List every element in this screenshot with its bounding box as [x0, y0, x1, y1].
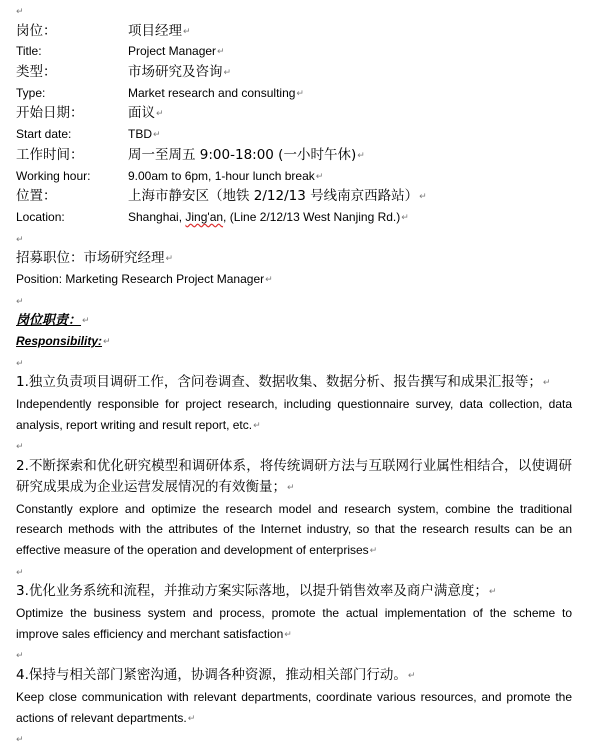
detail-value: 项目经理: [128, 22, 182, 39]
responsibility-heading-en: Responsibility:↵: [16, 334, 111, 348]
empty-paragraph: ↵: [16, 6, 24, 16]
detail-row: Start date: TBD↵: [16, 124, 572, 145]
detail-label: 位置：: [16, 188, 57, 205]
empty-paragraph: ↵: [16, 734, 24, 745]
detail-label: Start date:: [16, 127, 72, 142]
job-details: [16, 21, 572, 228]
detail-row: Title: Project Manager↵: [16, 41, 572, 62]
detail-row: 开始日期： 面议↵: [16, 103, 572, 124]
responsibility-item-en: Keep close communication with relevant departments, coordinate various resources, and promote the actions of relevant departments.↵: [16, 689, 572, 725]
detail-row: Location: Shanghai, Jing'an, (Line 2/12/13 West Nanjing Rd.)↵: [16, 207, 572, 228]
responsibility-item-cn: 1.独立负责项目调研工作，含问卷调查、数据收集、数据分析、报告撰写和成果汇报等；↵: [16, 374, 551, 391]
detail-label: 类型：: [16, 64, 57, 81]
empty-paragraph: ↵: [16, 295, 24, 306]
detail-label: Location:: [16, 209, 65, 224]
position-en: Position: Marketing Research Project Manager↵: [16, 271, 273, 286]
empty-paragraph: ↵: [16, 357, 24, 368]
empty-paragraph: ↵: [16, 566, 24, 577]
empty-paragraph: ↵: [16, 650, 24, 661]
position-cn: 招募职位：市场研究经理↵: [16, 250, 174, 267]
responsibility-heading-cn: 岗位职责：↵: [16, 312, 90, 328]
detail-label: 岗位：: [16, 22, 57, 39]
empty-paragraph: ↵: [16, 233, 24, 244]
detail-value: Project Manager: [128, 44, 217, 59]
detail-value: Shanghai, Jing'an, (Line 2/12/13 West Nanjing Rd.): [128, 209, 401, 224]
detail-label: Working hour:: [16, 168, 91, 183]
detail-value: 市场研究及咨询: [128, 64, 223, 81]
detail-row: Working hour: 9.00am to 6pm, 1-hour lunch break↵: [16, 166, 572, 187]
responsibility-item-en: Independently responsible for project research, including questionnaire survey, data collection, data analysis, report writing and result report, etc.↵: [16, 397, 572, 432]
empty-paragraph: ↵: [16, 441, 24, 452]
spellcheck-underline: Jing'an: [185, 209, 224, 224]
detail-value: 面议: [128, 105, 155, 122]
detail-row: 岗位： 项目经理↵: [16, 21, 572, 42]
detail-row: 类型： 市场研究及咨询↵: [16, 62, 572, 83]
detail-value: TBD: [128, 127, 152, 142]
detail-row: Type: Market research and consulting↵: [16, 83, 572, 104]
detail-row: 位置： 上海市静安区（地铁 2/12/13 号线南京西路站）↵: [16, 186, 572, 207]
responsibility-item-cn: 2.不断探索和优化研究模型和调研体系，将传统调研方法与互联网行业属性相结合，以使调研研究成果成为企业运营发展情况的有效衡量；↵: [16, 458, 572, 495]
detail-value: Market research and consulting: [128, 85, 296, 100]
responsibility-item-en: Optimize the business system and process, promote the actual implementation of the scheme to improve sales efficiency and merchant satisfaction↵: [16, 606, 572, 641]
detail-value: 9.00am to 6pm, 1-hour lunch break: [128, 168, 315, 183]
detail-row: 工作时间： 周一至周五 9:00-18:00 (一小时午休)↵: [16, 145, 572, 166]
detail-label: 工作时间：: [16, 146, 84, 163]
responsibility-item-cn: 4.保持与相关部门紧密沟通，协调各种资源，推动相关部门行动。↵: [16, 667, 416, 684]
detail-value: 周一至周五 9:00-18:00 (一小时午休): [128, 146, 357, 163]
detail-value: 上海市静安区（地铁 2/12/13 号线南京西路站）: [128, 188, 419, 205]
responsibility-item-en: Constantly explore and optimize the research model and research system, combine the traditional research methods with the attributes of the Internet industry, so that the research results can be an effective measure of the operation and development of enterprises↵: [16, 501, 572, 557]
detail-label: Title:: [16, 44, 42, 59]
responsibility-item-cn: 3.优化业务系统和流程，并推动方案实际落地，以提升销售效率及商户满意度；↵: [16, 583, 497, 600]
detail-label: 开始日期：: [16, 105, 84, 122]
document-page: [16, 0, 572, 749]
detail-label: Type:: [16, 85, 46, 100]
